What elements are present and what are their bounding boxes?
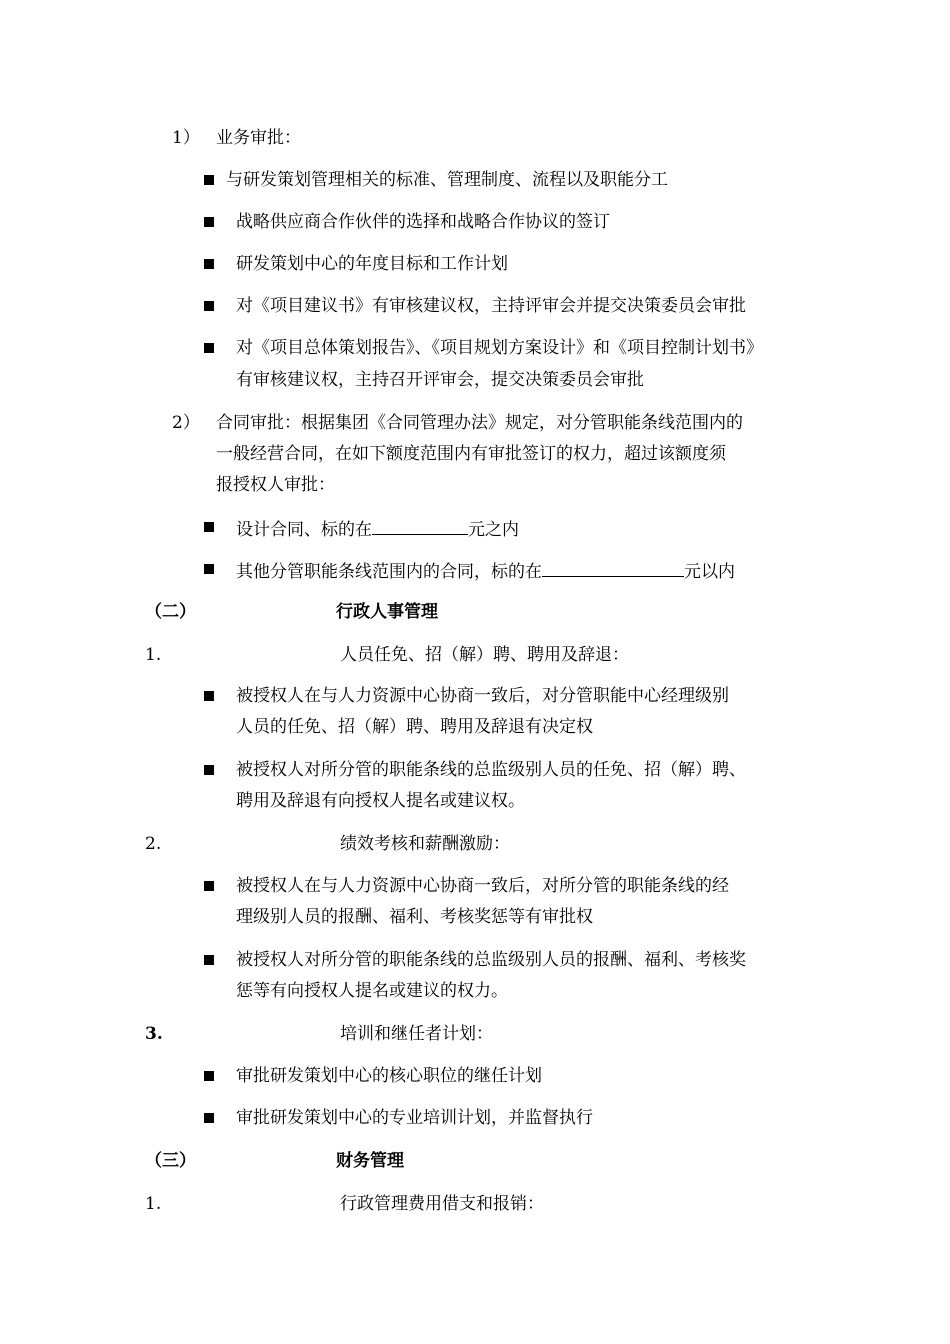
bullet-text: 审批研发策划中心的核心职位的继任计划 [236, 1066, 542, 1086]
subsection-number: 3. [145, 1024, 163, 1044]
bullet-text: 被授权人在与人力资源中心协商一致后，对所分管的职能条线的经 [236, 876, 729, 896]
subsection-title: 培训和继任者计划： [340, 1024, 493, 1044]
bullet-square-icon [204, 217, 214, 227]
bullet-square-icon [204, 765, 214, 775]
bullet-text-continuation: 理级别人员的报酬、福利、考核奖惩等有审批权 [236, 907, 593, 927]
contract-bullet [236, 516, 519, 541]
bullet-text: 战略供应商合作伙伴的选择和战略合作协议的签订 [236, 212, 610, 232]
bullet-text-continuation: 惩等有向授权人提名或建议的权力。 [236, 981, 508, 1001]
bullet-square-icon [204, 343, 214, 353]
bullet-square-icon [204, 1071, 214, 1081]
bullet-square-icon [204, 259, 214, 269]
contract-text: 其他分管职能条线范围内的合同，标的在 [236, 562, 542, 582]
bullet-square-icon [204, 691, 214, 701]
bullet-text: 对《项目总体策划报告》、《项目规划方案设计》和《项目控制计划书》 [236, 338, 763, 358]
bullet-square-icon [204, 522, 214, 532]
section-title: 财务管理 [336, 1151, 404, 1171]
bullet-text: 研发策划中心的年度目标和工作计划 [236, 254, 508, 274]
contract-unit: 元以内 [684, 562, 735, 582]
section-number: （三） [145, 1151, 196, 1171]
bullet-text: 被授权人在与人力资源中心协商一致后，对分管职能中心经理级别 [236, 686, 729, 706]
amount-blank [372, 516, 468, 535]
paragraph-line: 合同审批：根据集团《合同管理办法》规定，对分管职能条线范围内的 [216, 413, 743, 433]
subsection-title: 行政管理费用借支和报销： [340, 1194, 544, 1214]
contract-unit: 元之内 [468, 520, 519, 540]
item-number: 2） [172, 413, 200, 433]
bullet-text: 审批研发策划中心的专业培训计划，并监督执行 [236, 1108, 593, 1128]
subsection-number: 2. [145, 834, 162, 854]
subsection-title: 人员任免、招（解）聘、聘用及辞退： [340, 645, 629, 665]
subsection-title: 绩效考核和薪酬激励： [340, 834, 510, 854]
bullet-text-continuation: 人员的任免、招（解）聘、聘用及辞退有决定权 [236, 717, 593, 737]
bullet-text: 与研发策划管理相关的标准、管理制度、流程以及职能分工 [226, 170, 668, 190]
subsection-number: 1. [145, 1194, 162, 1214]
bullet-text: 被授权人对所分管的职能条线的总监级别人员的报酬、福利、考核奖 [236, 950, 746, 970]
bullet-square-icon [204, 175, 214, 185]
bullet-text: 对《项目建议书》有审核建议权，主持评审会并提交决策委员会审批 [236, 296, 746, 316]
item-title: 业务审批： [216, 128, 301, 148]
bullet-square-icon [204, 881, 214, 891]
paragraph-line: 一般经营合同，在如下额度范围内有审批签订的权力，超过该额度须 [216, 444, 726, 464]
bullet-text-continuation: 聘用及辞退有向授权人提名或建议权。 [236, 791, 525, 811]
amount-blank [542, 558, 684, 577]
item-number: 1） [172, 128, 200, 148]
section-number: （二） [145, 602, 196, 622]
subsection-number: 1. [145, 645, 162, 665]
bullet-square-icon [204, 955, 214, 965]
section-title: 行政人事管理 [336, 602, 438, 622]
bullet-text: 被授权人对所分管的职能条线的总监级别人员的任免、招（解）聘、 [236, 760, 746, 780]
bullet-square-icon [204, 301, 214, 311]
contract-bullet [236, 558, 735, 583]
bullet-square-icon [204, 1113, 214, 1123]
bullet-text-continuation: 有审核建议权，主持召开评审会，提交决策委员会审批 [236, 370, 644, 390]
paragraph-line: 报授权人审批： [216, 475, 335, 495]
bullet-square-icon [204, 564, 214, 574]
contract-text: 设计合同、标的在 [236, 520, 372, 540]
